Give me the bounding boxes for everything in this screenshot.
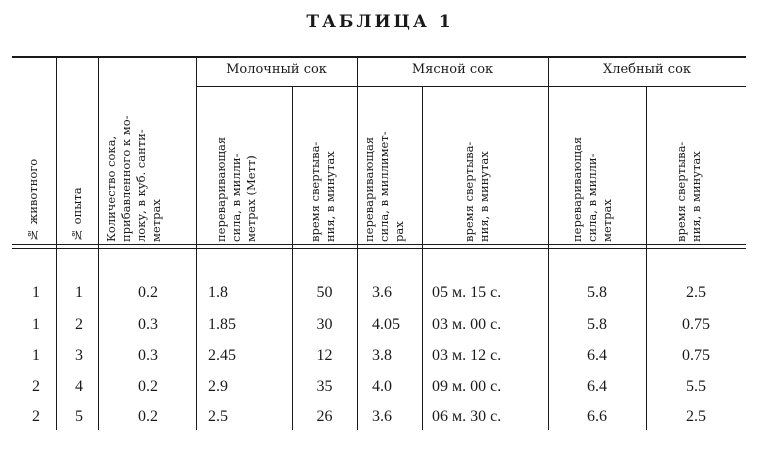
cell-amount: 0.2 [138, 408, 158, 425]
top-rule [12, 56, 746, 58]
cell-meat-time: 03 м. 12 с. [432, 347, 502, 364]
cell-milk-force: 1.85 [208, 316, 236, 333]
cell-exp: 1 [75, 284, 83, 301]
cell-amount: 0.3 [138, 347, 158, 364]
cell-meat-time: 05 м. 15 с. [432, 284, 502, 301]
bread-force-header [570, 96, 615, 242]
col-divider [98, 58, 99, 430]
cell-bread-force: 6.4 [587, 347, 607, 364]
milk-juice-header: Молочный сок [226, 62, 327, 77]
header-line: рах [392, 221, 406, 242]
meat-force-header [362, 86, 407, 242]
cell-bread-force: 6.4 [587, 378, 607, 395]
header-line: переваривающая [214, 136, 228, 242]
meat-juice-header: Мясной сок [411, 62, 494, 77]
cell-exp: 2 [75, 316, 83, 333]
juice-amount-header [104, 64, 164, 242]
cell-milk-time: 35 [316, 378, 333, 395]
group-rule [196, 86, 746, 87]
header-line: сила, в миллимет- [377, 131, 391, 242]
cell-bread-force: 5.8 [587, 316, 607, 333]
header-line: локу, в куб. санти- [134, 129, 148, 242]
cell-milk-time: 26 [316, 408, 333, 425]
cell-amount: 0.3 [138, 316, 158, 333]
cell-meat-force: 3.6 [372, 284, 392, 301]
header-rule-2 [12, 248, 746, 249]
cell-animal: 1 [32, 316, 40, 333]
meat-time-header [462, 92, 492, 242]
table-title: ТАБЛИЦА 1 [306, 12, 454, 32]
cell-bread-time: 0.75 [682, 347, 710, 364]
cell-exp: 4 [75, 378, 83, 395]
header-line: прибавленного к мо- [119, 115, 133, 242]
bread-juice-header: Хлебный сок [602, 62, 692, 77]
cell-meat-force: 3.6 [372, 408, 392, 425]
header-line: переваривающая [570, 136, 584, 242]
cell-meat-time: 03 м. 00 с. [432, 316, 502, 333]
header-line: время свертыва- [674, 141, 688, 242]
cell-bread-time: 0.75 [682, 316, 710, 333]
cell-bread-time: 2.5 [686, 284, 706, 301]
cell-milk-time: 50 [316, 284, 333, 301]
cell-bread-time: 2.5 [686, 408, 706, 425]
col-divider [422, 87, 423, 430]
header-line: ния, в минутах [477, 151, 491, 242]
cell-milk-force: 2.45 [208, 347, 236, 364]
cell-milk-force: 2.5 [208, 408, 228, 425]
col-divider [357, 58, 358, 430]
header-rule-1 [12, 244, 746, 245]
cell-milk-time: 12 [316, 347, 333, 364]
cell-exp: 5 [75, 408, 83, 425]
cell-amount: 0.2 [138, 378, 158, 395]
cell-animal: 2 [32, 378, 40, 395]
header-line: метрах (Метт) [244, 155, 258, 242]
cell-animal: 1 [32, 347, 40, 364]
cell-milk-force: 1.8 [208, 284, 228, 301]
cell-milk-force: 2.9 [208, 378, 228, 395]
cell-animal: 2 [32, 408, 40, 425]
cell-bread-time: 5.5 [686, 378, 706, 395]
cell-meat-time: 06 м. 30 с. [432, 408, 502, 425]
header-line: Количество сока, [104, 135, 118, 242]
bread-time-header [674, 92, 704, 242]
cell-bread-force: 6.6 [587, 408, 607, 425]
header-line: ния, в минутах [323, 151, 337, 242]
cell-meat-time: 09 м. 00 с. [432, 378, 502, 395]
experiment-number-header [70, 150, 85, 242]
cell-meat-force: 3.8 [372, 347, 392, 364]
cell-meat-force: 4.05 [372, 316, 400, 333]
header-line: метрах [149, 199, 163, 242]
col-divider [196, 58, 197, 430]
col-divider [548, 58, 549, 430]
header-line: сила, в милли- [229, 153, 243, 242]
cell-animal: 1 [32, 284, 40, 301]
cell-meat-force: 4.0 [372, 378, 392, 395]
cell-amount: 0.2 [138, 284, 158, 301]
header-line: метрах [600, 199, 614, 242]
header-line: переваривающая [362, 136, 376, 242]
header-line: время свертыва- [462, 141, 476, 242]
cell-bread-force: 5.8 [587, 284, 607, 301]
col-divider [56, 58, 57, 430]
header-line: № опыта [70, 187, 84, 242]
header-line: время свертыва- [308, 141, 322, 242]
milk-time-header [308, 92, 338, 242]
animal-number-header [26, 120, 41, 242]
cell-milk-time: 30 [316, 316, 333, 333]
cell-exp: 3 [75, 347, 83, 364]
header-line: № животного [26, 158, 40, 242]
header-line: сила, в милли- [585, 153, 599, 242]
header-line: ния, в минутах [689, 151, 703, 242]
milk-force-header [214, 92, 259, 242]
